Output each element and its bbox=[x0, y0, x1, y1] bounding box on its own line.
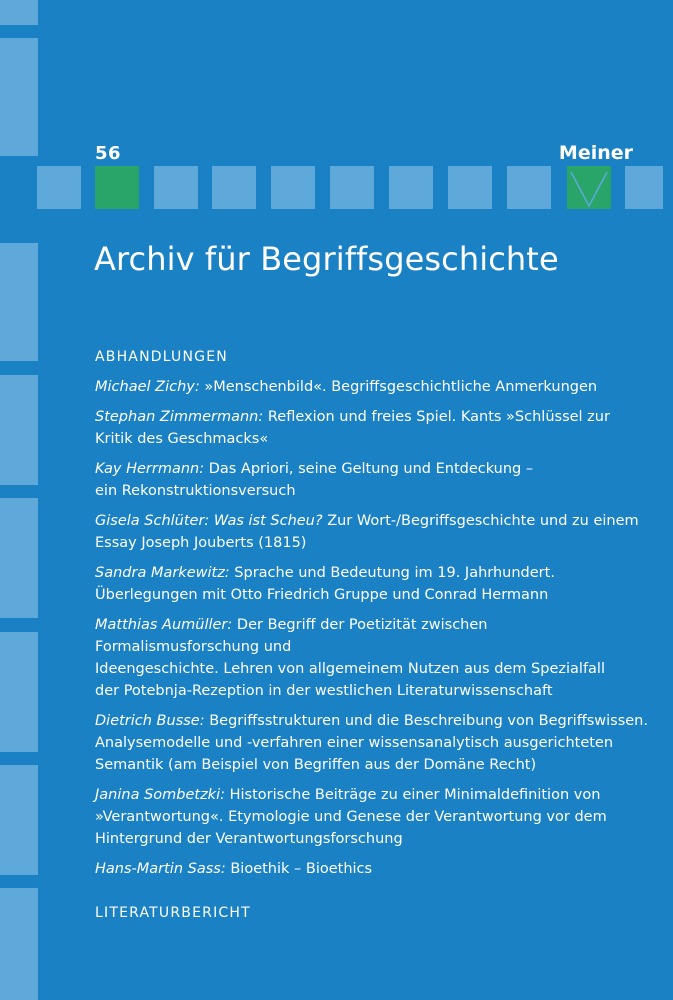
entry-title-line: Essay Joseph Jouberts (1815) bbox=[95, 535, 307, 551]
entry-author: Matthias Aumüller: bbox=[95, 617, 233, 633]
entry-title-line: Sprache und Bedeutung im 19. Jahrhundert. bbox=[234, 565, 555, 581]
entry-line bbox=[95, 614, 655, 658]
entry-line bbox=[95, 584, 655, 606]
entry-line bbox=[95, 828, 655, 850]
entry-title-line: Historische Beiträge zu einer Minimaldefinition von bbox=[229, 787, 601, 803]
entry-line bbox=[95, 658, 655, 680]
entry-title-line: Analysemodelle und -verfahren einer wissensanalytisch ausgerichteten bbox=[95, 735, 614, 751]
entry-title-line: Überlegungen mit Otto Friedrich Gruppe und Conrad Hermann bbox=[95, 587, 549, 603]
entry-title-line: Reflexion und freies Spiel. Kants »Schlüssel zur bbox=[267, 409, 610, 425]
strip-block bbox=[0, 765, 38, 875]
strip-block bbox=[0, 375, 38, 485]
entry-author: Hans-Martin Sass: bbox=[95, 861, 226, 877]
strip-block bbox=[0, 38, 38, 156]
entry-author: Janina Sombetzki: bbox=[95, 787, 225, 803]
square bbox=[330, 166, 374, 209]
square bbox=[37, 166, 81, 209]
square bbox=[271, 166, 315, 209]
table-of-contents bbox=[95, 346, 655, 924]
entry-line bbox=[95, 376, 655, 398]
square-accent bbox=[95, 166, 139, 209]
entry-title-line: »Verantwortung«. Etymologie und Genese der Verantwortung vor dem bbox=[95, 809, 607, 825]
section-heading-literaturbericht: LITERATURBERICHT bbox=[95, 905, 251, 921]
strip-block bbox=[0, 0, 38, 25]
strip-block bbox=[0, 243, 38, 361]
entry-author: Sandra Markewitz: bbox=[95, 565, 230, 581]
left-strip bbox=[0, 0, 38, 1000]
entry-title-line: Begriffsstrukturen und die Beschreibung von Begriffswissen. bbox=[209, 713, 648, 729]
entry-title-line: Ideengeschichte. Lehren von allgemeinem Nutzen aus dem Spezialfall bbox=[95, 661, 605, 677]
entry-title-line: der Potebnja-Rezeption in der westlichen Literaturwissenschaft bbox=[95, 683, 553, 699]
entry-italic-title: Was ist Scheu? bbox=[213, 513, 323, 529]
strip-block bbox=[0, 632, 38, 752]
entry-line bbox=[95, 754, 655, 776]
square bbox=[625, 166, 663, 209]
strip-block bbox=[0, 498, 38, 618]
entry-author: Michael Zichy: bbox=[95, 379, 200, 395]
square bbox=[448, 166, 492, 209]
list-item bbox=[95, 784, 655, 850]
entry-line bbox=[95, 710, 655, 732]
entry-line bbox=[95, 562, 655, 584]
list-item bbox=[95, 562, 655, 606]
entry-line bbox=[95, 680, 655, 702]
section-heading-abhandlungen: ABHANDLUNGEN bbox=[95, 349, 228, 365]
square bbox=[389, 166, 433, 209]
entry-line bbox=[95, 732, 655, 754]
entry-title-line: »Menschenbild«. Begriffsgeschichtliche Anmerkungen bbox=[204, 379, 598, 395]
entry-title-line: ein Rekonstruktionsversuch bbox=[95, 483, 296, 499]
entries-list bbox=[95, 376, 655, 880]
entry-line bbox=[95, 784, 655, 806]
entry-line bbox=[95, 858, 655, 880]
entry-line bbox=[95, 480, 655, 502]
square bbox=[154, 166, 198, 209]
square bbox=[212, 166, 256, 209]
entry-line bbox=[95, 806, 655, 828]
squares-row bbox=[0, 166, 673, 209]
strip-block bbox=[0, 888, 38, 1000]
entry-title-line: Semantik (am Beispiel von Begriffen aus der Domäne Recht) bbox=[95, 757, 537, 773]
entry-line bbox=[95, 458, 655, 480]
entry-title-line: Hintergrund der Verantwortungsforschung bbox=[95, 831, 403, 847]
entry-line bbox=[95, 510, 655, 532]
entry-title-line: Zur Wort-/Begriffsgeschichte und zu einem bbox=[327, 513, 639, 529]
entry-title-line: Das Apriori, seine Geltung und Entdeckung – bbox=[208, 461, 534, 477]
entry-line bbox=[95, 406, 655, 428]
list-item bbox=[95, 376, 655, 398]
entry-title-line: Der Begriff der Poetizität zwischen Formalismusforschung und bbox=[95, 617, 488, 655]
list-item bbox=[95, 858, 655, 880]
entry-author: Dietrich Busse: bbox=[95, 713, 205, 729]
list-item bbox=[95, 458, 655, 502]
entry-author: Stephan Zimmermann: bbox=[95, 409, 264, 425]
journal-title: Archiv für Begriffsgeschichte bbox=[94, 240, 559, 278]
entry-title-line: Kritik des Geschmacks« bbox=[95, 431, 269, 447]
list-item bbox=[95, 510, 655, 554]
entry-author: Kay Herrmann: bbox=[95, 461, 205, 477]
square bbox=[507, 166, 551, 209]
list-item bbox=[95, 614, 655, 702]
list-item bbox=[95, 710, 655, 776]
entry-author: Gisela Schlüter: bbox=[95, 513, 210, 529]
entry-line bbox=[95, 532, 655, 554]
issue-number: 56 bbox=[95, 143, 122, 164]
publisher-logo-icon bbox=[567, 166, 611, 209]
entry-line bbox=[95, 428, 655, 450]
entry-title-line: Bioethik – Bioethics bbox=[230, 861, 373, 877]
list-item bbox=[95, 406, 655, 450]
publisher-name: Meiner bbox=[558, 142, 633, 164]
